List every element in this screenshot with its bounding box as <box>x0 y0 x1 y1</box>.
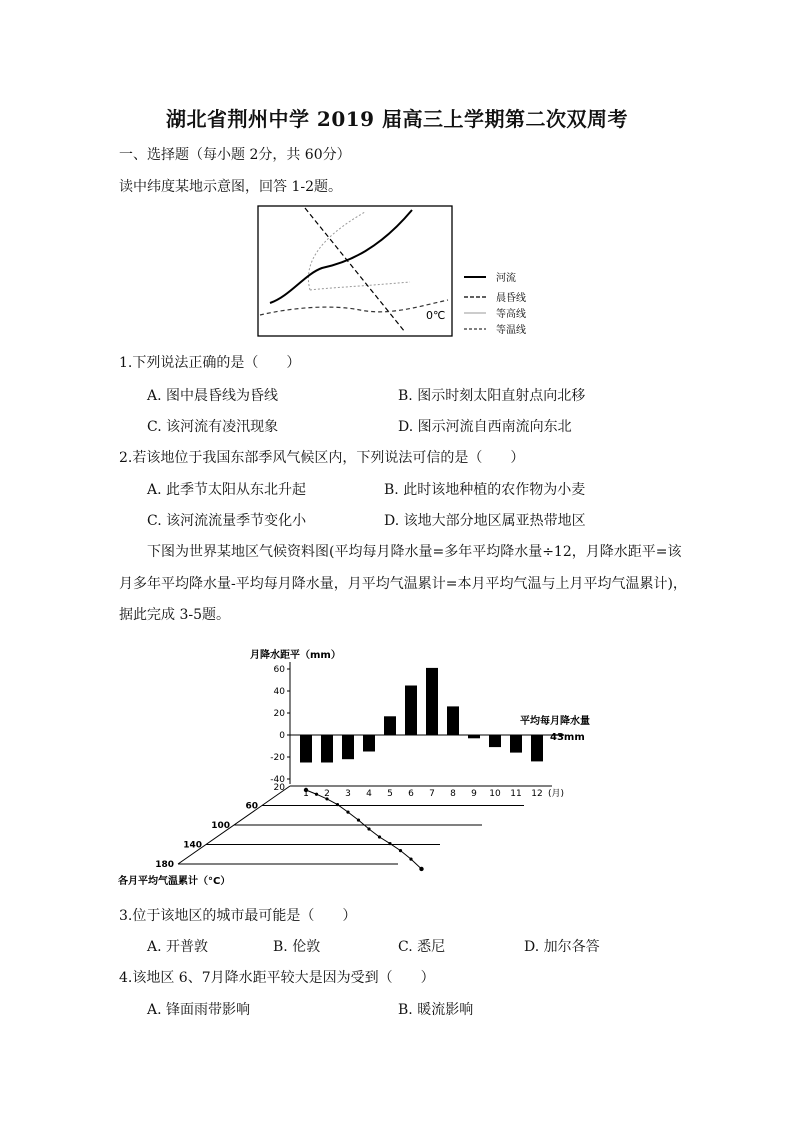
y-tick-label: 40 <box>273 687 285 697</box>
month-tick-label: 7 <box>429 789 435 799</box>
climate-chart <box>110 640 610 890</box>
temp-tick-label: 180 <box>155 860 174 870</box>
chart-annotation-value: 43mm <box>550 732 585 743</box>
chart-annotation: 平均每月降水量 <box>520 716 590 727</box>
question-2-option-c: C. 该河流流量季节变化小 <box>147 513 307 529</box>
temp-point-6 <box>357 818 360 821</box>
month-tick-label: 9 <box>471 789 477 799</box>
temp-tick-label: 100 <box>211 821 230 831</box>
question-2-option-d: D. 该地大部分地区属亚热带地区 <box>384 513 586 529</box>
climate-intro-line-1: 下图为世界某地区气候资料图(平均每月降水量=多年平均降水量÷12，月降水距平=该 <box>147 544 682 560</box>
question-3-option-c: C. 悉尼 <box>398 939 446 955</box>
temp-point-11 <box>409 857 412 860</box>
bar-month-11 <box>510 735 522 753</box>
y-tick-label: 20 <box>273 709 285 719</box>
legend-terminator: 晨昏线 <box>496 293 526 304</box>
temp-tick-label: 140 <box>183 840 202 851</box>
page-title: 湖北省荆州中学 2019 届高三上学期第二次双周考 <box>165 107 629 131</box>
question-3-option-d: D. 加尔各答 <box>524 939 600 955</box>
question-2-option-a: A. 此季节太阳从东北升起 <box>147 482 307 498</box>
latitude-map-figure <box>250 200 550 348</box>
bar-month-1 <box>300 735 312 763</box>
legend-contour: 等高线 <box>496 309 526 320</box>
bar-month-4 <box>363 735 375 752</box>
section-heading: 一、选择题（每小题 2分，共 60分） <box>119 147 351 163</box>
temp-tick-label: 60 <box>245 801 258 812</box>
temp-point-12 <box>419 867 423 871</box>
month-tick-label: 3 <box>345 789 351 799</box>
question-1-stem: 1.下列说法正确的是（ ） <box>119 355 301 371</box>
temp-point-8 <box>378 835 381 838</box>
bar-month-12 <box>531 735 543 761</box>
month-tick-label: 1 <box>303 789 309 799</box>
y-tick-label: -40 <box>270 775 285 785</box>
y-tick-label: 60 <box>273 665 285 675</box>
question-4-option-a: A. 锋面雨带影响 <box>147 1002 251 1018</box>
temp-point-10 <box>399 849 402 852</box>
temp-point-5 <box>346 810 349 813</box>
map-frame <box>258 206 452 336</box>
bar-month-2 <box>321 735 333 763</box>
month-tick-label: 5 <box>387 789 393 799</box>
bar-month-3 <box>342 735 354 759</box>
intro-text: 读中纬度某地示意图，回答 1-2题。 <box>119 179 342 195</box>
question-3-stem: 3.位于该地区的城市最可能是（ ） <box>119 908 357 924</box>
question-2-stem: 2.若该地位于我国东部季风气候区内，下列说法可信的是（ ） <box>119 450 525 466</box>
month-tick-label: 12 <box>531 789 543 799</box>
bar-month-8 <box>447 706 459 735</box>
month-tick-label: 2 <box>324 789 330 799</box>
temp-point-7 <box>367 827 370 830</box>
chart-ylabel: 月降水距平（mm） <box>250 650 341 661</box>
temp-curve <box>306 790 422 869</box>
y-tick-label: -20 <box>270 753 285 763</box>
y-tick-label: 20 <box>273 783 285 793</box>
question-3-option-a: A. 开普敦 <box>147 939 209 955</box>
question-4-stem: 4.该地区 6、7月降水距平较大是因为受到（ ） <box>119 970 435 986</box>
bar-month-5 <box>384 716 396 735</box>
legend-river: 河流 <box>496 273 516 284</box>
month-tick-label: 11 <box>510 789 522 799</box>
legend-isotherm: 等温线 <box>496 325 526 336</box>
month-unit-label: (月) <box>548 789 565 799</box>
bar-month-7 <box>426 668 438 735</box>
question-1-option-a: A. 图中晨昏线为昏线 <box>147 388 279 404</box>
question-1-option-b: B. 图示时刻太阳直射点向北移 <box>398 388 586 404</box>
isotherm-label: 0℃ <box>426 309 446 322</box>
temp-axis-label: 各月平均气温累计（°C） <box>118 876 231 887</box>
climate-intro-line-3: 据此完成 3-5题。 <box>119 607 230 623</box>
y-tick-label: 0 <box>279 731 285 741</box>
climate-intro-line-2: 月多年平均降水量-平均每月降水量，月平均气温累计=本月平均气温与上月平均气温累计)， <box>119 576 687 592</box>
question-4-option-b: B. 暖流影响 <box>398 1002 474 1018</box>
question-2-option-b: B. 此时该地种植的农作物为小麦 <box>384 482 586 498</box>
month-tick-label: 10 <box>489 789 501 799</box>
month-tick-label: 4 <box>366 789 372 799</box>
bar-month-10 <box>489 735 501 747</box>
question-1-option-c: C. 该河流有凌汛现象 <box>147 419 279 435</box>
month-tick-label: 6 <box>408 789 414 799</box>
temp-point-2 <box>315 793 318 796</box>
question-1-option-d: D. 图示河流自西南流向东北 <box>398 419 572 435</box>
month-tick-label: 8 <box>450 789 456 799</box>
question-3-option-b: B. 伦敦 <box>273 939 321 955</box>
bar-month-6 <box>405 686 417 736</box>
